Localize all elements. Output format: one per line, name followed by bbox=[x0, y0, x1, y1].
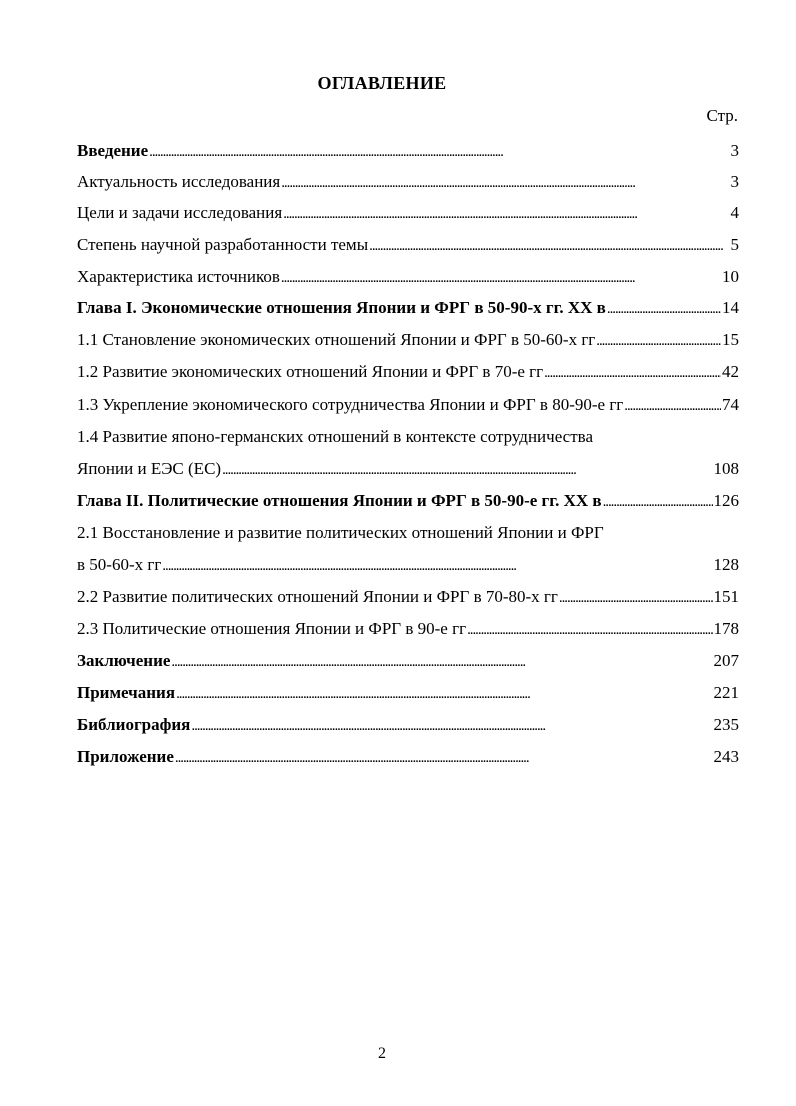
toc-entry-page: 207 bbox=[713, 651, 739, 670]
toc-entry-page: 151 bbox=[713, 587, 739, 606]
toc-dot-leader bbox=[175, 745, 713, 770]
toc-entry-conclusion[interactable] bbox=[77, 649, 739, 673]
toc-entry-label: 1.1 Становление экономических отношений Японии и ФРГ в 50-60-х гг bbox=[77, 330, 596, 349]
toc-dot-leader bbox=[149, 139, 729, 164]
toc-entry-research-degree[interactable] bbox=[77, 233, 739, 257]
toc-entry-section-2-3[interactable] bbox=[77, 617, 739, 641]
toc-dot-leader bbox=[281, 265, 721, 290]
toc-dot-leader bbox=[596, 328, 721, 353]
toc-entry-label: 2.3 Политические отношения Японии и ФРГ в 90-е гг bbox=[77, 619, 467, 638]
toc-entry-label: Заключение bbox=[77, 651, 171, 670]
toc-dot-leader bbox=[283, 201, 729, 226]
toc-entry-page: 4 bbox=[730, 203, 739, 222]
toc-dot-leader bbox=[222, 457, 712, 482]
toc-dot-leader bbox=[544, 360, 721, 385]
toc-dot-leader bbox=[603, 489, 713, 514]
toc-entry-section-2-1[interactable] bbox=[77, 553, 739, 577]
toc-entry-page: 14 bbox=[722, 298, 739, 317]
toc-entry-page: 235 bbox=[713, 715, 739, 734]
toc-entry-page: 221 bbox=[713, 683, 739, 702]
toc-dot-leader bbox=[171, 649, 712, 674]
toc-entry-section-2-1-line1[interactable]: 2.1 Восстановление и развитие политических отношений Японии и ФРГ bbox=[77, 523, 604, 542]
toc-entry-page: 74 bbox=[722, 395, 739, 414]
toc-entry-section-1-4-line1[interactable]: 1.4 Развитие японо-германских отношений в контексте сотрудничества bbox=[77, 427, 593, 446]
toc-entry-label: 1.2 Развитие экономических отношений Японии и ФРГ в 70-е гг bbox=[77, 362, 544, 381]
toc-entry-introduction[interactable] bbox=[77, 139, 739, 163]
toc-entry-label: Глава I. Экономические отношения Японии и ФРГ в 50-90-х гг. XX в bbox=[77, 298, 606, 317]
toc-dot-leader bbox=[176, 681, 712, 706]
toc-entry-page: 128 bbox=[713, 555, 739, 574]
toc-entry-chapter-2[interactable] bbox=[77, 489, 739, 513]
toc-entry-label: Характеристика источников bbox=[77, 267, 280, 286]
toc-entry-sources[interactable] bbox=[77, 265, 739, 289]
toc-entry-notes[interactable] bbox=[77, 681, 739, 705]
toc-entry-label: в 50-60-х гг bbox=[77, 555, 162, 574]
toc-entry-page: 10 bbox=[722, 267, 739, 286]
toc-entry-label: Приложение bbox=[77, 747, 174, 766]
toc-entry-page: 5 bbox=[730, 235, 739, 254]
toc-dot-leader bbox=[624, 393, 721, 418]
toc-entry-goals[interactable] bbox=[77, 201, 739, 225]
toc-entry-label: Японии и ЕЭС (ЕС) bbox=[77, 459, 222, 478]
toc-dot-leader bbox=[467, 617, 712, 642]
toc-entry-label: 1.3 Укрепление экономического сотрудничества Японии и ФРГ в 80-90-е гг bbox=[77, 395, 624, 414]
toc-entry-label: Глава II. Политические отношения Японии и ФРГ в 50-90-е гг. XX в bbox=[77, 491, 602, 510]
toc-dot-leader bbox=[607, 296, 721, 321]
toc-entry-section-1-4[interactable] bbox=[77, 457, 739, 481]
toc-entry-bibliography[interactable] bbox=[77, 713, 739, 737]
toc-entry-page: 178 bbox=[713, 619, 739, 638]
toc-entry-page: 3 bbox=[730, 141, 739, 160]
toc-entry-label: Примечания bbox=[77, 683, 176, 702]
toc-entry-relevance[interactable] bbox=[77, 170, 739, 194]
toc-entry-appendix[interactable] bbox=[77, 745, 739, 769]
page-number: 2 bbox=[378, 1045, 386, 1062]
toc-entry-label: Введение bbox=[77, 141, 149, 160]
toc-entry-label: 2.2 Развитие политических отношений Японии и ФРГ в 70-80-х гг bbox=[77, 587, 558, 606]
toc-entry-section-1-2[interactable] bbox=[77, 360, 739, 384]
toc-entry-page: 42 bbox=[722, 362, 739, 381]
toc-entry-section-1-1[interactable] bbox=[77, 328, 739, 352]
toc-dot-leader bbox=[191, 713, 712, 738]
toc-entry-page: 243 bbox=[713, 747, 739, 766]
toc-dot-leader bbox=[281, 170, 729, 195]
toc-entry-label: Актуальность исследования bbox=[77, 172, 281, 191]
toc-entry-label: Цели и задачи исследования bbox=[77, 203, 283, 222]
toc-entry-section-1-3[interactable] bbox=[77, 393, 739, 417]
toc-entry-page: 15 bbox=[722, 330, 739, 349]
toc-entry-page: 3 bbox=[730, 172, 739, 191]
toc-entry-label: Библиография bbox=[77, 715, 191, 734]
toc-dot-leader bbox=[162, 553, 712, 578]
page-column-label: Стр. bbox=[706, 106, 738, 125]
page-title: ОГЛАВЛЕНИЕ bbox=[317, 73, 447, 93]
toc-entry-label: Степень научной разработанности темы bbox=[77, 235, 369, 254]
toc-entry-page: 108 bbox=[713, 459, 739, 478]
toc-dot-leader bbox=[559, 585, 713, 610]
toc-entry-page: 126 bbox=[713, 491, 739, 510]
toc-entry-section-2-2[interactable] bbox=[77, 585, 739, 609]
toc-dot-leader bbox=[369, 233, 729, 258]
toc-entry-chapter-1[interactable] bbox=[77, 296, 739, 320]
